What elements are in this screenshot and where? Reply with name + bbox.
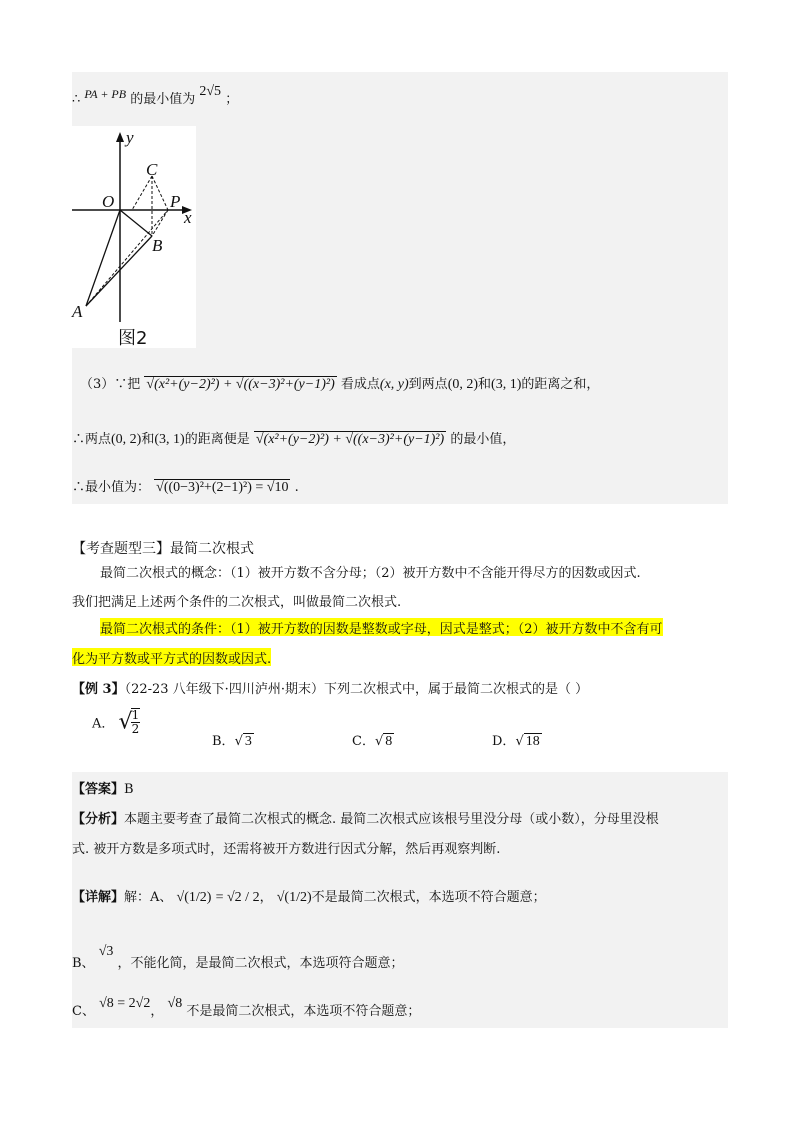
line3-prefix: ∴最小值为： <box>72 480 151 495</box>
part3-mid: 看成点 <box>340 377 380 392</box>
label-x: x <box>184 208 192 227</box>
point-3-1-b: (3, 1) <box>154 432 185 447</box>
label-a: A <box>72 302 83 321</box>
sqrt-8: √8 <box>167 996 183 1011</box>
concept-paragraph: 最简二次根式的概念：（1）被开方数不含分母；（2）被开方数中不含能开得尽方的因数或因式. <box>100 566 641 581</box>
option-c-radicand: 8 <box>385 734 393 749</box>
detail-b-end: ，不能化简，是最简二次根式，本选项符合题意； <box>117 956 404 971</box>
semicolon: ； <box>225 92 239 107</box>
sqrt-3: √3 <box>98 944 114 959</box>
example-question: （22-23 八年级下·四川泸州·期末）下列二次根式中，属于最简二次根式的是（ ） <box>124 682 589 697</box>
analysis-text-2: 式. 被开方数是多项式时，还需将被开方数进行因式分解，然后再观察判断. <box>72 842 501 857</box>
answer-line <box>72 778 134 797</box>
line2-end: 的最小值， <box>450 432 516 447</box>
analysis-text-1: 本题主要考查了最简二次根式的概念. 最简二次根式应该根号里没分母（或小数），分母里没根 <box>124 812 659 827</box>
option-b-radicand: 3 <box>244 734 252 749</box>
option-b[interactable]: B．√ 3 <box>212 734 252 749</box>
detail-a-prefix: 解：A、 <box>124 890 173 905</box>
part3-and: 和 <box>478 377 492 392</box>
den: 2 <box>131 722 140 736</box>
answer-value: B <box>124 782 134 797</box>
option-d-radicand: 18 <box>525 734 540 749</box>
sqrt-half: √(1/2) <box>176 890 212 905</box>
line2-prefix: ∴两点 <box>72 432 112 447</box>
point-0-2: (0, 2) <box>447 377 479 392</box>
point-0-2-b: (0, 2) <box>111 432 142 447</box>
detail-c-mid: ， <box>150 1004 164 1019</box>
sqrt8-equals: √8 = 2√2 <box>99 996 151 1011</box>
option-a[interactable] <box>92 708 140 736</box>
detail-c <box>72 996 421 1020</box>
detail-a-mid: ， <box>259 890 273 905</box>
label-b: B <box>152 236 163 255</box>
pa-pb-expr: PA + PB <box>84 87 127 101</box>
num: 1 <box>131 708 140 722</box>
section-title: 【考查题型三】最简二次根式 <box>72 541 254 557</box>
part3-prefix: （3）∵把 <box>80 377 141 392</box>
line2-mid: 的距离便是 <box>184 432 250 447</box>
line2-radical-expr: √(x²+(y−2)²) + √((x−3)²+(y−1)²) <box>255 432 445 447</box>
detail-c-prefix: C、 <box>72 1004 95 1019</box>
detail-label: 【详解】 <box>72 890 125 905</box>
detail-c-end: 不是最简二次根式，本选项不符合题意； <box>186 1004 421 1019</box>
option-a-letter: A． <box>92 716 115 732</box>
figure-2 <box>72 126 196 348</box>
definition-paragraph: 我们把满足上述两个条件的二次根式，叫做最简二次根式. <box>72 595 402 610</box>
min-value-text: 的最小值为 <box>130 92 196 107</box>
sqrt-half-2: √(1/2) <box>276 890 312 905</box>
label-o: O <box>102 192 115 211</box>
min-value: 2√5 <box>199 84 222 99</box>
example-label: 【例 3】 <box>72 682 125 697</box>
part3-end: 的距离之和， <box>521 377 600 392</box>
part3-radical-expr: √(x²+(y−2)²) + √((x−3)²+(y−1)²) <box>146 377 335 392</box>
analysis-label: 【分析】 <box>72 812 125 827</box>
line2-and: 和 <box>141 432 155 447</box>
figure-caption: 图2 <box>118 328 148 349</box>
part3-line2 <box>72 428 515 448</box>
part3-line3 <box>72 476 299 496</box>
label-p: P <box>170 192 181 211</box>
option-b-letter: B． <box>212 734 235 749</box>
part3-to: 到两点 <box>408 377 448 392</box>
coordinate-diagram <box>72 126 196 348</box>
option-d-letter: D． <box>492 734 516 749</box>
sqrt-symbol: √ <box>118 709 133 735</box>
detail-b <box>72 944 404 972</box>
highlight-line-1: 最简二次根式的条件：（1）被开方数的因数是整数或字母，因式是整式；（2）被开方数中不含有可 <box>100 618 663 636</box>
detail-a-end: 不是最简二次根式，本选项不符合题意； <box>311 890 546 905</box>
fraction-half <box>131 708 141 736</box>
min-value-expr: √((0−3)²+(2−1)²) = √10 <box>156 480 289 495</box>
example-3 <box>72 678 588 697</box>
therefore-symbol: ∴ <box>72 92 81 107</box>
option-c-letter: C． <box>352 734 375 749</box>
point-xy: (x, y) <box>379 377 409 392</box>
detail-a: 【详解】解：A、 √(1/2) = √2 / 2， √(1/2)不是最简二次根式，本选项不符合题意； <box>72 890 546 905</box>
sqrt2-over-2: √2 / 2 <box>227 890 260 905</box>
option-c[interactable]: C．√ 8 <box>352 734 393 749</box>
label-c: C <box>146 160 158 179</box>
option-d[interactable]: D．√ 18 <box>492 734 540 749</box>
highlight-line-2: 化为平方数或平方式的因数或因式. <box>72 648 271 666</box>
answer-label: 【答案】 <box>72 782 125 797</box>
detail-b-prefix: B、 <box>72 956 95 971</box>
top-line <box>72 84 239 108</box>
point-3-1: (3, 1) <box>491 377 522 392</box>
part3-line1 <box>80 373 599 393</box>
analysis-line1 <box>72 808 659 827</box>
line3-end: . <box>294 480 299 495</box>
label-y: y <box>126 128 134 147</box>
